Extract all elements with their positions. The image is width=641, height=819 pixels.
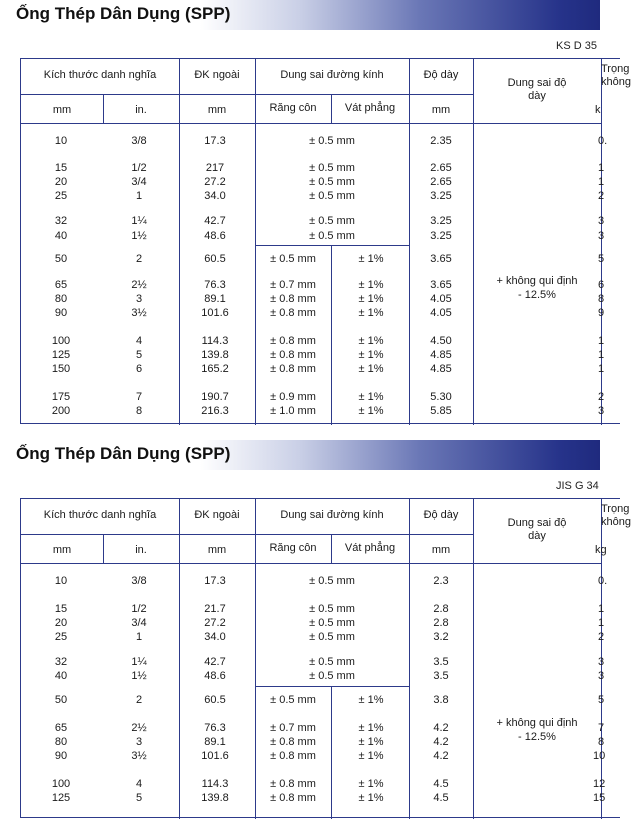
- row-weight: 1: [598, 349, 605, 361]
- row-size-inch: 4: [135, 335, 143, 347]
- row-size-mm: 10: [54, 575, 68, 587]
- row-size-inch: 3/4: [131, 176, 147, 188]
- row-thickness: 4.2: [433, 722, 449, 734]
- row-size-inch: 7: [135, 391, 143, 403]
- row-outer-diameter: 17.3: [204, 575, 226, 587]
- row-tolerance-flat: ± 1%: [358, 778, 384, 790]
- row-outer-diameter: 34.0: [204, 190, 226, 202]
- row-outer-diameter: 21.7: [204, 603, 226, 615]
- row-size-mm: 15: [54, 162, 68, 174]
- row-tolerance: ± 0.5 mm: [309, 670, 355, 682]
- row-tolerance-tapered: ± 0.8 mm: [270, 307, 316, 319]
- row-size-mm: 125: [51, 792, 71, 804]
- row-tolerance-tapered: ± 0.8 mm: [270, 363, 316, 375]
- row-thickness: 3.2: [433, 631, 449, 643]
- subheader-inch: in.: [135, 104, 147, 116]
- row-size-mm: 90: [54, 307, 68, 319]
- row-thickness: 2.35: [430, 135, 452, 147]
- row-thickness: 3.5: [433, 656, 449, 668]
- row-size-mm: 10: [54, 135, 68, 147]
- row-weight: 3: [598, 670, 605, 682]
- row-outer-diameter: 89.1: [204, 293, 226, 305]
- row-weight: 8: [598, 736, 605, 748]
- subheader-tapered: Răng côn: [269, 102, 317, 114]
- row-size-mm: 80: [54, 293, 68, 305]
- row-outer-diameter: 42.7: [204, 656, 226, 668]
- row-weight: 12: [593, 778, 606, 790]
- row-tolerance: ± 0.5 mm: [309, 230, 355, 242]
- row-thickness: 2.65: [430, 176, 452, 188]
- row-tolerance-flat: ± 1%: [358, 293, 384, 305]
- row-outer-diameter: 101.6: [201, 750, 229, 762]
- row-size-inch: 2½: [131, 722, 147, 734]
- row-outer-diameter: 17.3: [204, 135, 226, 147]
- row-size-mm: 125: [51, 349, 71, 361]
- row-outer-diameter: 101.6: [201, 307, 229, 319]
- row-weight: 3: [598, 656, 605, 668]
- header-divider-top: [21, 94, 473, 95]
- row-size-mm: 100: [51, 335, 71, 347]
- row-tolerance: ± 0.5 mm: [309, 631, 355, 643]
- row-tolerance-flat: ± 1%: [358, 722, 384, 734]
- row-outer-diameter: 27.2: [204, 617, 226, 629]
- header-thickness: Độ dày: [423, 69, 459, 81]
- row-tolerance-tapered: ± 0.7 mm: [270, 722, 316, 734]
- row-tolerance: ± 0.5 mm: [309, 135, 355, 147]
- section-title: Ống Thép Dân Dụng (SPP): [16, 444, 231, 463]
- row-weight: 2: [598, 190, 605, 202]
- row-tolerance: ± 0.5 mm: [309, 656, 355, 668]
- row-thickness: 2.65: [430, 162, 452, 174]
- row-tolerance-tapered: ± 0.8 mm: [270, 349, 316, 361]
- row-size-inch: 1/2: [131, 162, 147, 174]
- row-thickness: 4.5: [433, 778, 449, 790]
- col-divider: [473, 499, 474, 819]
- row-size-mm: 25: [54, 631, 68, 643]
- thickness-tolerance-value: + không qui định: [496, 717, 578, 729]
- row-size-inch: 5: [135, 349, 143, 361]
- row-size-mm: 25: [54, 190, 68, 202]
- row-weight: 1: [598, 335, 605, 347]
- row-thickness: 3.25: [430, 190, 452, 202]
- row-tolerance-flat: ± 1%: [358, 363, 384, 375]
- row-thickness: 4.5: [433, 792, 449, 804]
- spec-table: [20, 58, 631, 424]
- row-size-mm: 50: [54, 253, 68, 265]
- row-weight: 8: [598, 293, 605, 305]
- row-size-inch: 3½: [131, 307, 147, 319]
- row-size-mm: 65: [54, 279, 68, 291]
- row-weight: 5: [598, 694, 605, 706]
- row-weight: 3: [598, 230, 605, 242]
- row-weight: 1: [598, 617, 605, 629]
- row-outer-diameter: 114.3: [201, 778, 229, 790]
- row-size-mm: 100: [51, 778, 71, 790]
- row-size-mm: 90: [54, 750, 68, 762]
- row-size-mm: 15: [54, 603, 68, 615]
- row-thickness: 2.3: [433, 575, 449, 587]
- row-size-inch: 5: [135, 792, 143, 804]
- row-weight: 3: [598, 215, 605, 227]
- row-size-inch: 3½: [131, 750, 147, 762]
- row-tolerance-tapered: ± 0.8 mm: [270, 293, 316, 305]
- header-outer-diameter: ĐK ngoài: [194, 69, 240, 81]
- row-weight: 10: [593, 750, 606, 762]
- row-tolerance-flat: ± 1%: [358, 736, 384, 748]
- row-outer-diameter: 139.8: [201, 792, 229, 804]
- row-tolerance-tapered: ± 0.8 mm: [270, 335, 316, 347]
- row-size-inch: 1½: [131, 670, 147, 682]
- row-size-inch: 1: [135, 631, 143, 643]
- row-outer-diameter: 60.5: [204, 694, 226, 706]
- row-size-mm: 175: [51, 391, 71, 403]
- row-size-mm: 32: [54, 215, 68, 227]
- row-weight: 0.: [598, 135, 608, 147]
- row-outer-diameter: 60.5: [204, 253, 226, 265]
- row-outer-diameter: 27.2: [204, 176, 226, 188]
- row-thickness: 2.8: [433, 603, 449, 615]
- subheader-thickness-mm: mm: [431, 104, 451, 116]
- row-tolerance-flat: ± 1%: [358, 405, 384, 417]
- row-weight: 2: [598, 631, 605, 643]
- row-outer-diameter: 48.6: [204, 670, 226, 682]
- standard-code: KS D 35: [556, 40, 597, 52]
- header-diameter-tolerance: Dung sai đường kính: [280, 509, 384, 521]
- row-tolerance: ± 0.5 mm: [309, 603, 355, 615]
- row-tolerance-tapered: ± 0.8 mm: [270, 750, 316, 762]
- row-weight: 1: [598, 162, 605, 174]
- row-weight: 6: [598, 279, 605, 291]
- row-outer-diameter: 165.2: [201, 363, 229, 375]
- row-tolerance-tapered: ± 0.5 mm: [270, 253, 316, 265]
- row-tolerance: ± 0.5 mm: [309, 162, 355, 174]
- row-size-inch: 3: [135, 736, 143, 748]
- row-tolerance-flat: ± 1%: [358, 307, 384, 319]
- subheader-mm: mm: [52, 104, 72, 116]
- row-weight: 1: [598, 363, 605, 375]
- header-diameter-tolerance: Dung sai đường kính: [280, 69, 384, 81]
- thickness-tolerance-value: + không qui định: [496, 275, 578, 287]
- tolerance-split-line: [255, 686, 409, 687]
- row-tolerance-flat: ± 1%: [358, 253, 384, 265]
- subheader-weight-unit: k: [595, 104, 601, 116]
- tolerance-split-divider: [331, 245, 332, 425]
- header-thickness-tolerance: Dung sai độ dày: [507, 517, 567, 542]
- section-title: Ống Thép Dân Dụng (SPP): [16, 4, 231, 23]
- header-weight: Trọng không: [601, 503, 631, 528]
- row-size-mm: 20: [54, 176, 68, 188]
- row-weight: 1: [598, 603, 605, 615]
- row-tolerance: ± 0.5 mm: [309, 575, 355, 587]
- header-thickness-tolerance: Dung sai độ dày: [507, 77, 567, 102]
- row-outer-diameter: 217: [205, 162, 225, 174]
- thickness-tolerance-value: - 12.5%: [518, 289, 556, 301]
- subheader-inch: in.: [135, 544, 147, 556]
- row-weight: 5: [598, 253, 605, 265]
- row-thickness: 3.25: [430, 230, 452, 242]
- row-size-inch: 6: [135, 363, 143, 375]
- row-thickness: 5.30: [430, 391, 452, 403]
- subheader-od-mm: mm: [207, 544, 227, 556]
- row-weight: 15: [593, 792, 606, 804]
- row-size-inch: 3/8: [131, 575, 147, 587]
- row-size-inch: 3: [135, 293, 143, 305]
- row-tolerance: ± 0.5 mm: [309, 176, 355, 188]
- row-tolerance-tapered: ± 0.8 mm: [270, 792, 316, 804]
- row-thickness: 2.8: [433, 617, 449, 629]
- row-weight: 1: [598, 176, 605, 188]
- header-outer-diameter: ĐK ngoài: [194, 509, 240, 521]
- row-size-mm: 40: [54, 670, 68, 682]
- row-tolerance: ± 0.5 mm: [309, 617, 355, 629]
- header-divider-bottom: [21, 563, 601, 564]
- row-tolerance: ± 0.5 mm: [309, 215, 355, 227]
- row-tolerance-flat: ± 1%: [358, 349, 384, 361]
- row-size-mm: 50: [54, 694, 68, 706]
- subheader-od-mm: mm: [207, 104, 227, 116]
- row-outer-diameter: 48.6: [204, 230, 226, 242]
- row-thickness: 4.85: [430, 363, 452, 375]
- tolerance-split-divider: [331, 686, 332, 819]
- row-size-inch: 2: [135, 253, 143, 265]
- row-tolerance-flat: ± 1%: [358, 694, 384, 706]
- row-tolerance-flat: ± 1%: [358, 279, 384, 291]
- row-thickness: 3.65: [430, 279, 452, 291]
- row-size-inch: 3/8: [131, 135, 147, 147]
- spec-table: [20, 498, 631, 818]
- row-size-inch: 1¼: [131, 656, 147, 668]
- row-size-inch: 2½: [131, 279, 147, 291]
- spp-section-jis: [0, 440, 631, 804]
- row-thickness: 4.2: [433, 736, 449, 748]
- row-tolerance-flat: ± 1%: [358, 792, 384, 804]
- row-outer-diameter: 190.7: [201, 391, 229, 403]
- row-tolerance-tapered: ± 0.5 mm: [270, 694, 316, 706]
- row-tolerance-tapered: ± 0.9 mm: [270, 391, 316, 403]
- row-size-inch: 2: [135, 694, 143, 706]
- row-size-inch: 4: [135, 778, 143, 790]
- row-tolerance-tapered: ± 0.8 mm: [270, 736, 316, 748]
- row-tolerance-flat: ± 1%: [358, 391, 384, 403]
- subheader-flat: Vát phẳng: [344, 102, 396, 114]
- row-weight: 7: [598, 722, 605, 734]
- row-tolerance-flat: ± 1%: [358, 335, 384, 347]
- row-thickness: 3.65: [430, 253, 452, 265]
- row-outer-diameter: 139.8: [201, 349, 229, 361]
- standard-code: JIS G 34: [556, 480, 599, 492]
- header-divider-bottom: [21, 123, 601, 124]
- thickness-tolerance-value: - 12.5%: [518, 731, 556, 743]
- row-size-inch: 3/4: [131, 617, 147, 629]
- row-tolerance-tapered: ± 0.7 mm: [270, 279, 316, 291]
- header-divider-top: [21, 534, 473, 535]
- row-thickness: 3.25: [430, 215, 452, 227]
- row-thickness: 4.50: [430, 335, 452, 347]
- row-outer-diameter: 114.3: [201, 335, 229, 347]
- header-thickness: Độ dày: [423, 509, 459, 521]
- row-size-mm: 32: [54, 656, 68, 668]
- subheader-weight-unit: kg: [595, 544, 607, 556]
- subheader-mm: mm: [52, 544, 72, 556]
- row-weight: 2: [598, 391, 605, 403]
- row-size-inch: 1½: [131, 230, 147, 242]
- row-tolerance-tapered: ± 0.8 mm: [270, 778, 316, 790]
- row-size-inch: 1: [135, 190, 143, 202]
- row-size-inch: 1¼: [131, 215, 147, 227]
- row-outer-diameter: 76.3: [204, 722, 226, 734]
- row-thickness: 4.2: [433, 750, 449, 762]
- row-tolerance-flat: ± 1%: [358, 750, 384, 762]
- row-size-mm: 65: [54, 722, 68, 734]
- tolerance-split-line: [255, 245, 409, 246]
- row-outer-diameter: 216.3: [201, 405, 229, 417]
- header-nominal-size: Kích thước danh nghĩa: [43, 69, 157, 81]
- col-divider: [473, 59, 474, 425]
- row-weight: 0.: [598, 575, 608, 587]
- row-thickness: 3.8: [433, 694, 449, 706]
- row-outer-diameter: 89.1: [204, 736, 226, 748]
- row-weight: 9: [598, 307, 605, 319]
- row-size-inch: 8: [135, 405, 143, 417]
- row-thickness: 5.85: [430, 405, 452, 417]
- subheader-tapered: Răng côn: [269, 542, 317, 554]
- row-size-inch: 1/2: [131, 603, 147, 615]
- row-thickness: 4.85: [430, 349, 452, 361]
- row-outer-diameter: 42.7: [204, 215, 226, 227]
- row-size-mm: 200: [51, 405, 71, 417]
- row-thickness: 4.05: [430, 293, 452, 305]
- header-weight: Trọng không: [601, 63, 631, 88]
- row-size-mm: 80: [54, 736, 68, 748]
- row-size-mm: 40: [54, 230, 68, 242]
- row-size-mm: 150: [51, 363, 71, 375]
- subheader-thickness-mm: mm: [431, 544, 451, 556]
- row-weight: 3: [598, 405, 605, 417]
- row-tolerance-tapered: ± 1.0 mm: [270, 405, 316, 417]
- header-nominal-size: Kích thước danh nghĩa: [43, 509, 157, 521]
- subheader-flat: Vát phẳng: [344, 542, 396, 554]
- row-tolerance: ± 0.5 mm: [309, 190, 355, 202]
- row-outer-diameter: 76.3: [204, 279, 226, 291]
- row-size-mm: 20: [54, 617, 68, 629]
- row-outer-diameter: 34.0: [204, 631, 226, 643]
- row-thickness: 3.5: [433, 670, 449, 682]
- row-thickness: 4.05: [430, 307, 452, 319]
